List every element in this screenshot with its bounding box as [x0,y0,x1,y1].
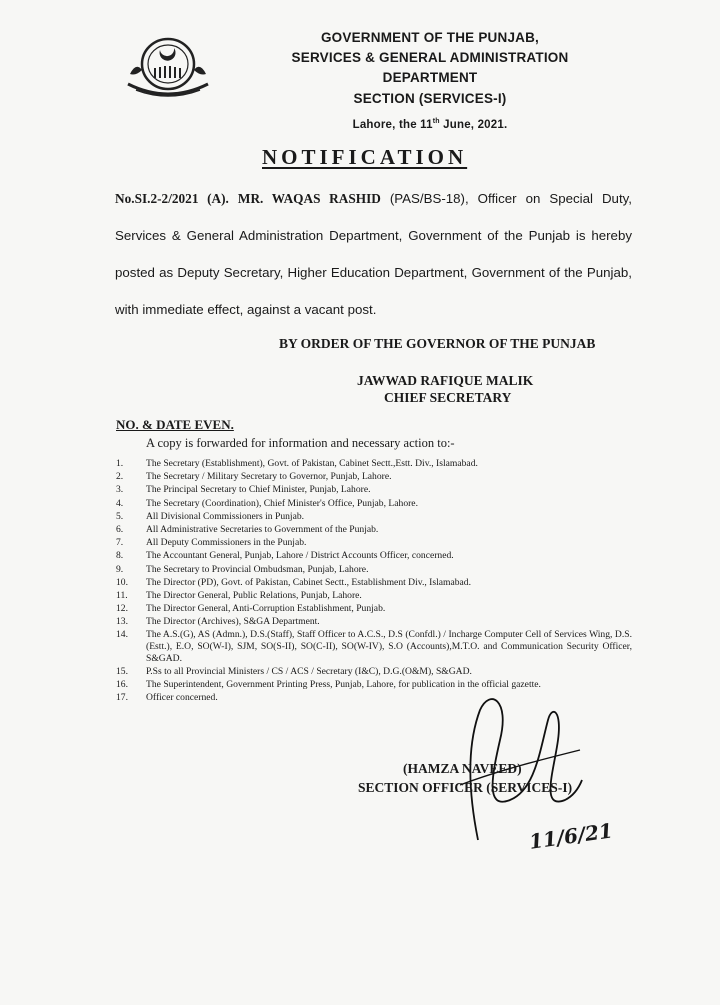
header-government: GOVERNMENT OF THE PUNJAB, [320,30,539,45]
distribution-item [112,590,632,602]
document-title: NOTIFICATION [262,145,468,169]
distribution-item [112,666,632,678]
distribution-item [112,550,632,562]
distribution-item [112,524,632,536]
chief-secretary-title: CHIEF SECRETARY [384,390,512,405]
distribution-item [112,629,632,664]
distribution-item [112,603,632,615]
distribution-item-number: 8. [116,550,124,562]
distribution-item-text: The Principal Secretary to Chief Minister, Punjab, Lahore. [146,484,371,496]
distribution-item-number: 16. [116,679,128,690]
distribution-item-number: 4. [116,497,124,509]
distribution-item-text: The A.S.(G), AS (Admn.), D.S.(Staff), Staff Officer to A.C.S., D.S (Confdl.) / Incharge Computer Cell of Services Wing, D.S.(Estt.), E.O, SO(W-I), SJM, SO(S-II), SO(C-II), SO(W-IV), S.O (Accounts),M.T.O. and Communication Security Officer, S&GAD. [146,629,632,664]
distribution-item [112,616,632,628]
by-order-line: BY ORDER OF THE GOVERNOR OF THE PUNJAB [279,336,596,351]
distribution-item-number: 13. [116,616,128,628]
handwritten-date: 11/6/21 [527,818,615,854]
distribution-item-number: 14. [116,629,128,641]
issue-date-prefix: Lahore, the 11 [352,118,433,131]
distribution-item-number: 6. [116,523,124,535]
distribution-item [112,537,632,549]
distribution-list [112,458,632,705]
issue-date-suffix: June, 2021. [439,118,508,131]
officer-name: MR. WAQAS RASHID [237,191,381,206]
distribution-item-number: 1. [116,458,124,469]
distribution-item-text: The Director General, Public Relations, Punjab, Lahore. [146,589,362,601]
distribution-item-text: P.Ss to all Provincial Ministers / CS / ACS / Secretary (I&C), D.G.(O&M), S&GAD. [146,665,472,677]
header-section: SECTION (SERVICES-I) [353,91,507,106]
distribution-item-number: 7. [116,537,124,549]
distribution-item-number: 3. [116,484,124,496]
section-officer-title: SECTION OFFICER (SERVICES-I) [358,780,573,795]
distribution-item-text: All Deputy Commissioners in the Punjab. [146,537,307,549]
distribution-item-text: The Director (PD), Govt. of Pakistan, Cabinet Sectt., Establishment Div., Islamabad. [146,576,471,588]
distribution-item-text: Officer concerned. [146,692,218,704]
notification-text: (PAS/BS-18), Officer on Special Duty, Services & General Administration Department, Government of the Punjab is hereby posted as Deputy Secretary, Higher Education Department, Government of the Punjab, with immediate effect, against a vacant post. [115,191,632,317]
distribution-item-number: 17. [116,692,128,704]
distribution-item-text: The Accountant General, Punjab, Lahore / District Accounts Officer, concerned. [146,550,454,562]
forward-text: A copy is forwarded for information and necessary action to:- [146,436,455,450]
distribution-item-number: 10. [116,576,128,588]
distribution-item-text: The Superintendent, Government Printing Press, Punjab, Lahore, for publication in the official gazette. [146,679,541,690]
distribution-item [112,458,632,470]
distribution-item [112,679,632,691]
distribution-item [112,511,632,523]
header-department: SERVICES & GENERAL ADMINISTRATION [291,50,569,65]
notification-number: No.SI.2-2/2021 (A). [115,191,229,206]
distribution-item [112,577,632,589]
distribution-item-number: 2. [116,471,124,483]
header-department-word: DEPARTMENT [382,70,478,85]
distribution-item-number: 15. [116,665,128,677]
distribution-item-text: The Secretary (Establishment), Govt. of Pakistan, Cabinet Sectt.,Estt. Div., Islamabad. [146,458,478,469]
distribution-item-text: The Director General, Anti-Corruption Establishment, Punjab. [146,603,386,615]
issue-date-sup: th [432,118,440,125]
distribution-item [112,484,632,496]
distribution-item-text: The Secretary (Coordination), Chief Minister's Office, Punjab, Lahore. [146,497,418,509]
distribution-item-number: 11. [116,589,128,601]
distribution-item [112,471,632,483]
chief-secretary-name: JAWWAD RAFIQUE MALIK [357,373,534,388]
distribution-item-text: The Secretary / Military Secretary to Governor, Punjab, Lahore. [146,471,392,483]
endorsement-heading: NO. & DATE EVEN. [116,417,234,432]
distribution-item-text: The Secretary to Provincial Ombudsman, Punjab, Lahore. [146,563,369,575]
distribution-item-text: All Administrative Secretaries to Government of the Punjab. [146,523,379,535]
distribution-item-text: All Divisional Commissioners in Punjab. [146,510,305,522]
distribution-item-text: The Director (Archives), S&GA Department. [146,616,320,628]
distribution-item-number: 12. [116,603,128,615]
distribution-item [112,564,632,576]
section-officer-name: (HAMZA NAVEED) [403,761,522,776]
distribution-item-number: 9. [116,563,124,575]
issue-date [230,118,630,131]
distribution-item [112,498,632,510]
notification-body [115,180,632,328]
distribution-item-number: 5. [116,510,124,522]
punjab-government-emblem-icon [122,34,214,100]
